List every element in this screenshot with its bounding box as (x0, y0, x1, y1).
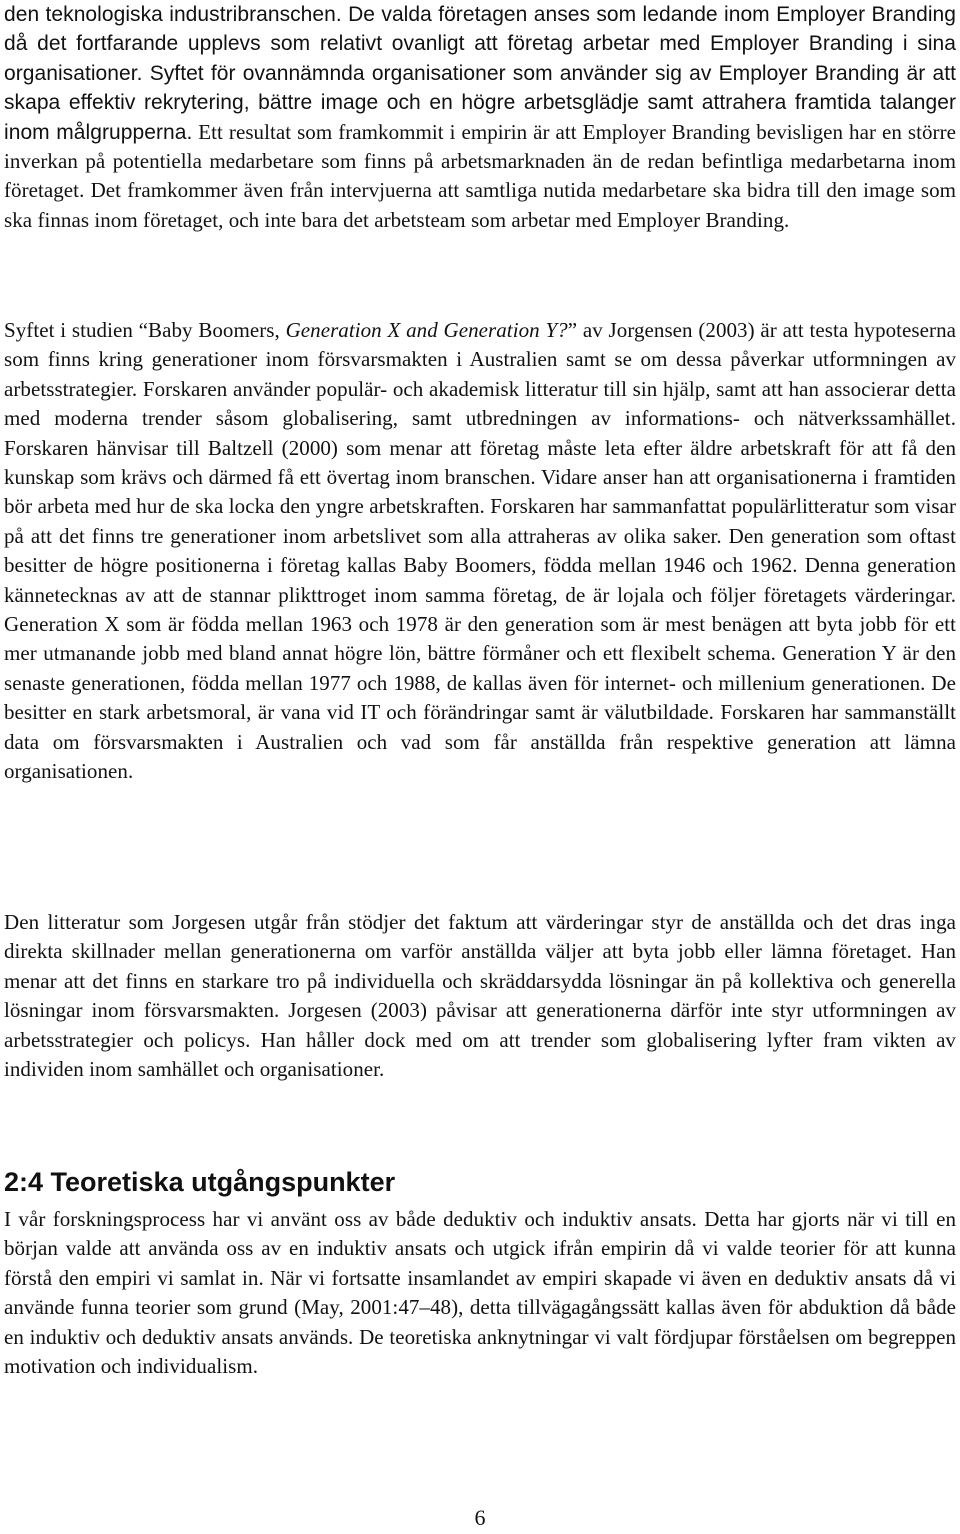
paragraph-jorgensen-intro: Syftet i studien (4, 318, 139, 342)
paragraph-employer-branding-sans-part: den teknologiska industribranschen. De valda företagen anses som ledande inom Employer Branding då det fortfarande upplevs som relativt ovanligt att företag arbetar med Employer Branding i sina organisationer. Syftet för ovannämnda organisationer som använder sig av Employer Branding är att skapa effektiv rekrytering, bättre image och en högre arbetsglädje samt attrahera framtida talanger inom målgrupperna. (4, 3, 956, 144)
paragraph-jorgesen-literature: Den litteratur som Jorgesen utgår från stödjer det faktum att värderingar styr de anställda och det dras inga direkta skillnader mellan generationerna om varför anställda väljer att byta jobb eller lämna företaget. Han menar att det finns en starkare tro på individuella och skräddarsydda lösningar än på kollektiva och generella lösningar inom försvarsmakten. Jorgesen (2003) påvisar att generationerna därför inte styr utformningen av arbetsstrategier och policys. Han håller dock med om att trender som globalisering lyfter fram vikten av individen inom samhället och organisationer. (4, 910, 956, 1082)
study-title-roman: Baby Boomers, (148, 318, 286, 342)
paragraph-employer-branding-serif-part: Ett resultat som framkommit i empirin är att Employer Branding bevisligen har en större inverkan på potentiella medarbetare som finns på arbetsmarknaden än de redan befintliga medarbetarna inom företaget. Det framkommer även från intervjuerna att samtliga nutida medarbetare ska bidra till den image som ska finnas inom företaget, och inte bara det arbetsteam som arbetar med Employer Branding. (4, 119, 956, 232)
paragraph-employer-branding (4, 0, 956, 235)
paragraph-jorgensen-body: av Jorgensen (2003) är att testa hypoteserna som finns kring generationer inom försvarsmakten i Australien samt se om dessa påverkar utformningen av arbetsstrategier. Forskaren använder populär- och akademisk litteratur till sin hjälp, samt att han associerar detta med moderna trender såsom globalisering, samt utbredningen av informations- och nätverkssamhället. Forskaren hänvisar till Baltzell (2000) som menar att företag måste leta efter äldre arbetskraft för att få den kunskap som krävs och därmed få ett övertag inom branschen. Vidare anser han att organisationerna i framtiden bör arbeta med hur de ska locka den yngre arbetskraften. Forskaren har sammanfattat populärlitteratur som visar på att det finns tre generationer inom arbetslivet som alla attraheras av olika saker. Den generation som oftast besitter de högre positionerna i företag kallas Baby Boomers, födda mellan 1946 och 1962. Denna generation kännetecknas av att de stannar plikttroget inom samma företag, de är lojala och följer företagets värderingar. Generation X som är födda mellan 1963 och 1978 är den generation som är mest benägen att byta jobb för ett mer utmanande jobb med bland annat högre lön, bättre förmåner och ett flexibelt schema. Generation Y är den senaste generationen, födda mellan 1977 och 1988, de kallas även för internet- och millenium generationen. De besitter en stark arbetsmoral, är vana vid IT och förändringar samt är välutbildade. Forskaren har sammanställt data om försvarsmakten i Australien och vad som får anställda från respektive generation att lämna organisationen. (4, 318, 956, 784)
study-title-italic: Generation X and Generation Y? (285, 318, 568, 342)
section-heading: 2:4 Teoretiska utgångspunkter (4, 1167, 396, 1197)
paragraph-jorgensen-study: Syftet i studien “Baby Boomers, Generation X and Generation Y?” av Jorgensen (2003) är att testa hypoteserna som finns kring generationer inom försvarsmakten i Australien samt se om dessa påverkar utformningen av arbetsstrategier. Forskaren använder populär- och akademisk litteratur till sin hjälp, samt att han associerar detta med moderna trender såsom globalisering, samt utbredningen av informations- och nätverkssamhället. Forskaren hänvisar till Baltzell (2000) som menar att företag måste leta efter äldre arbetskraft för att få den kunskap som krävs och därmed få ett övertag inom branschen. Vidare anser han att organisationerna i framtiden bör arbeta med hur de ska locka den yngre arbetskraften. Forskaren har sammanfattat populärlitteratur som visar på att det finns tre generationer inom arbetslivet som alla attraheras av olika saker. Den generation som oftast besitter de högre positionerna i företag kallas Baby Boomers, födda mellan 1946 och 1962. Denna generation kännetecknas av att de stannar plikttroget inom samma företag, de är lojala och följer företagets värderingar. Generation X som är födda mellan 1963 och 1978 är den generation som är mest benägen att byta jobb för ett mer utmanande jobb med bland annat högre lön, bättre förmåner och ett flexibelt schema. Generation Y är den senaste generationen, födda mellan 1977 och 1988, de kallas även för internet- och millenium generationen. De besitter en stark arbetsmoral, är vana vid IT och förändringar samt är välutbildade. Forskaren har sammanställt data om försvarsmakten i Australien och vad som får anställda från respektive generation att lämna organisationen. (4, 318, 956, 784)
paragraph-research-process: I vår forskningsprocess har vi använt oss av både deduktiv och induktiv ansats. Detta har gjorts när vi till en början valde att använda oss av en induktiv ansats och utgick ifrån empirin då vi valde teorier för att kunna förstå den empiri vi samlat in. När vi fortsatte insamlandet av empiri skapade vi även en deduktiv ansats då vi använde funna teorier som grund (May, 2001:47–48), detta tillvägagångssätt kallas även för abduktion då både en induktiv och deduktiv ansats används. De teoretiska anknytningar vi valt fördjupar förståelsen om begreppen motivation och individualism. (4, 1207, 956, 1379)
page-number: 6 (474, 1505, 486, 1530)
